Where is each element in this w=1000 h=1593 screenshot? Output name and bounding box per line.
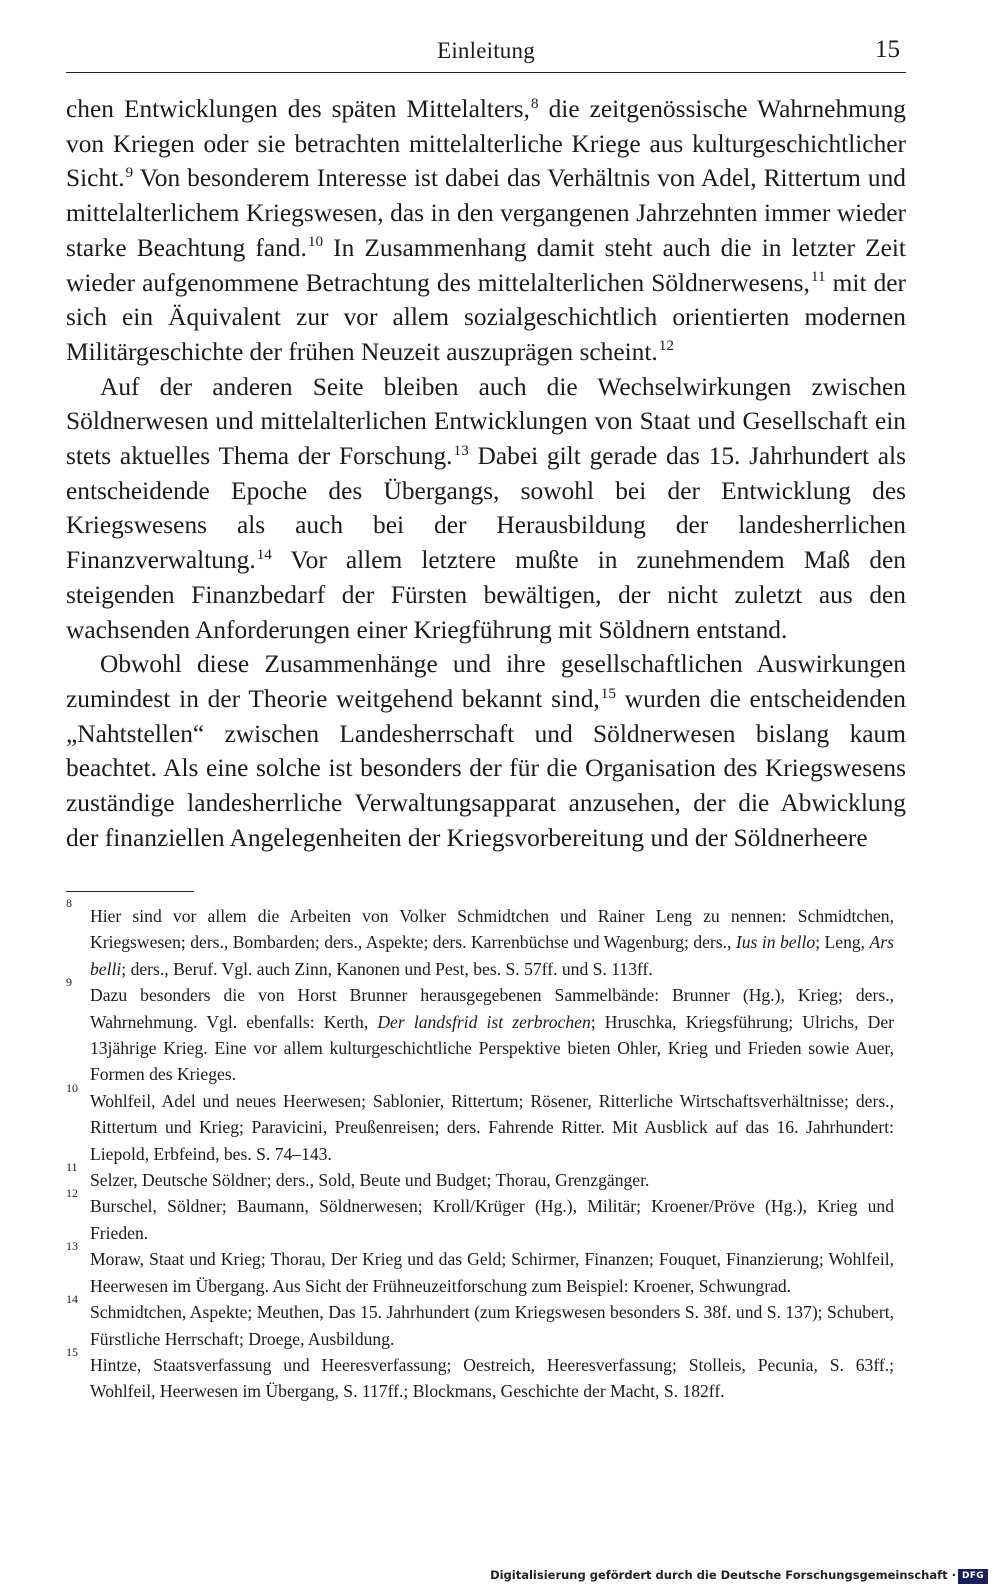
paragraph: Auf der anderen Seite bleiben auch die Wechselwirkungen zwischen Söldnerwesen und mittelalterlichen Entwicklungen von Staat und Gesellschaft ein stets aktuelles Thema der Forschung.$^{13}$ Dabei gilt gerade das 15. Jahrhundert als entscheidende Epoche des Übergangs, sowohl bei der Entwicklung des Kriegswesens als auch bei der Herausbildung der landesherrlichen Finanzverwaltung.$^{14}$ Vor allem letztere mußte in zunehmendem Maß den steigenden Finanzbedarf der Fürsten bewältigen, der nicht zuletzt aus den wachsenden Anforderungen einer Kriegführung mit Söldnern entstand. [66, 372, 906, 644]
footnote-number: 13 [66, 1239, 78, 1254]
footnote-number: 12 [66, 1186, 78, 1201]
footnote: 9 Dazu besonders die von Horst Brunner herausgegebenen Sammelbände: Brunner (Hg.), Krieg; ders., Wahrnehmung. Vgl. ebenfalls: Kerth, Der landsfrid ist zerbrochen; Hruschka, Kriegsführung; Ulrichs, Der 13jährige Krieg. Eine vor allem kulturgeschichtliche Perspektive bieten Ohler, Krieg und Frieden sowie Auer, Formen des Krieges. [66, 975, 894, 1085]
footnote-number: 10 [66, 1080, 78, 1095]
footnote-number: 8 [66, 896, 72, 910]
footnote: 11 Selzer, Deutsche Söldner; ders., Sold, Beute und Budget; Thorau, Grenzgänger. [66, 1160, 650, 1191]
footnote: 13 Moraw, Staat und Krieg; Thorau, Der Krieg und das Geld; Schirmer, Finanzen; Fouquet, Finanzierung; Wohlfeil, Heerwesen im Übergang. Aus Sicht der Frühneuzeitforschung zum Beispiel: Kroener, Schwungrad. [66, 1239, 894, 1296]
footnote-ref[interactable]: 11 [810, 268, 826, 286]
footnote-number: 9 [66, 975, 72, 990]
footnote-ref[interactable]: 9 [125, 163, 134, 181]
footnote-number: 14 [66, 1292, 78, 1307]
footnote-number: 11 [66, 1160, 78, 1175]
digitization-credit: Digitalisierung gefördert durch die Deutsche Forschungsgemeinschaft · [490, 1568, 956, 1582]
footnote: 15 Hintze, Staatsverfassung und Heeresverfassung; Oestreich, Heeresverfassung; Stolleis, Pecunia, S. 63ff.; Wohlfeil, Heerwesen im Übergang, S. 117ff.; Blockmans, Geschichte der Macht, S. 182ff. [66, 1344, 894, 1402]
footnote-ref[interactable]: 15 [600, 684, 616, 702]
footnote-ref[interactable]: 8 [530, 94, 539, 112]
dfg-logo: DFG [958, 1569, 988, 1584]
footnote-ref[interactable]: 10 [307, 233, 324, 251]
footnotes [66, 896, 894, 1405]
page-header [66, 36, 906, 73]
footnote-ref[interactable]: 12 [658, 337, 674, 355]
page-number: 15 [875, 36, 900, 63]
footnote: 10 Wohlfeil, Adel und neues Heerwesen; Sablonier, Rittertum; Rösener, Ritterliche Wirtschaftsverhältnisse; ders., Rittertum und Krieg; Paravicini, Preußenreisen; ders. Fahrende Ritter. Mit Ausblick auf das 16. Jahrhundert: Liepold, Erbfeind, bes. S. 74–143. [66, 1080, 894, 1164]
footnote-separator [66, 891, 194, 892]
footnote-number: 15 [66, 1344, 78, 1359]
footnote: 14 Schmidtchen, Aspekte; Meuthen, Das 15. Jahrhundert (zum Kriegswesen besonders S. 38f. und S. 137); Schubert, Fürstliche Herrschaft; Droege, Ausbildung. [66, 1292, 894, 1349]
main-text [66, 92, 906, 855]
footnote: 12 Burschel, Söldner; Baumann, Söldnerwesen; Kroll/Krüger (Hg.), Militär; Kroener/Pröve (Hg.), Krieg und Frieden. [66, 1186, 894, 1243]
footnote-ref[interactable]: 13 [453, 441, 469, 459]
footnote: 8 Hier sind vor allem die Arbeiten von Volker Schmidtchen und Rainer Leng zu nennen: Schmidtchen, Kriegswesen; ders., Bombarden; ders., Aspekte; ders. Karrenbüchse und Wagenburg; ders., Ius in bello; Leng, Ars belli; ders., Beruf. Vgl. auch Zinn, Kanonen und Pest, bes. S. 57ff. und S. 113ff. [66, 896, 894, 979]
paragraph: chen Entwicklungen des späten Mittelalters,$^8$ die zeitgenössische Wahrnehmung von Kriegen oder sie betrachten mittelalterliche Kriege aus kulturgeschichtlicher Sicht.$^9$ Von besonderem Interesse ist dabei das Verhältnis von Adel, Rittertum und mittelalterlichem Kriegswesen, das in den vergangenen Jahrzehnten immer wieder starke Beachtung fand.$^{10}$ In Zusammenhang damit steht auch die in letzter Zeit wieder aufgenommene Betrachtung des mittelalterlichen Söldnerwesens,$^{11}$ mit der sich ein Äquivalent zur vor allem sozialgeschichtlich orientierten modernen Militärgeschichte der frühen Neuzeit auszuprägen scheint.$^{12}$ [66, 94, 906, 366]
paragraph: Obwohl diese Zusammenhänge und ihre gesellschaftlichen Auswirkungen zumindest in der Theorie weitgehend bekannt sind,$^{15}$ wurden die entscheidenden „Nahtstellen“ zwischen Landesherrschaft und Söldnerwesen bislang kaum beachtet. Als eine solche ist besonders der für die Organisation des Kriegswesens zuständige landesherrliche Verwaltungsapparat anzusehen, der die Abwicklung der finanziellen Angelegenheiten der Kriegsvorbereitung und der Söldnerheere [66, 650, 907, 852]
footnote-ref[interactable]: 14 [256, 545, 272, 563]
running-title: Einleitung [437, 38, 535, 63]
